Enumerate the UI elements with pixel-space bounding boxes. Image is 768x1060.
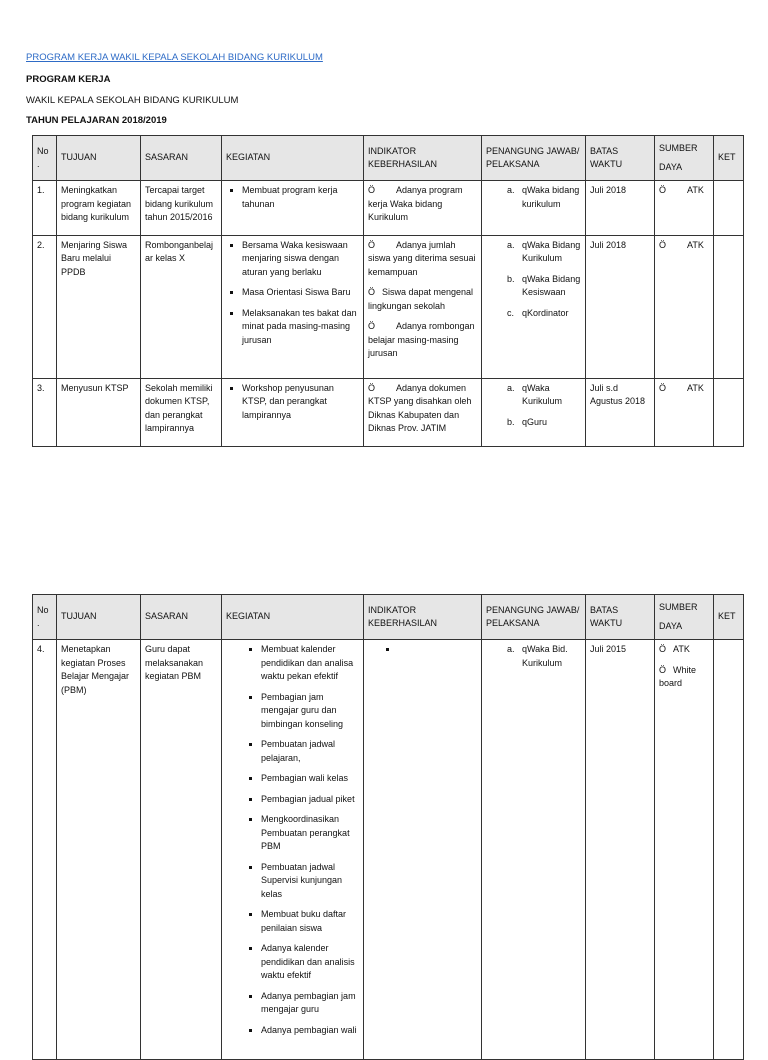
heading-program-kerja: PROGRAM KERJA — [26, 74, 111, 85]
program-table-2 — [32, 594, 744, 1060]
cell-no: 3. — [33, 378, 57, 446]
list-item: a. qWaka Bid. Kurikulum — [507, 644, 568, 668]
cell-sasaran: Sekolah memiliki dokumen KTSP, dan perangkat lampirannya — [141, 378, 222, 446]
header-sumber-daya: SUMBER DAYA — [655, 136, 714, 181]
header-no: No . — [33, 136, 57, 181]
list-item: b. qGuru — [507, 416, 548, 427]
list-item: Bersama Waka kesiswaan menjaring siswa dengan aturan yang berlaku — [242, 239, 359, 280]
cell-kegiatan — [222, 235, 364, 378]
cell-sasaran: Guru dapat melaksanakan kegiatan PBM — [141, 640, 222, 1060]
header-tujuan: TUJUAN — [57, 595, 141, 640]
list-item: Pembagian jadual piket — [261, 793, 359, 807]
header-tujuan: TUJUAN — [57, 136, 141, 181]
list-item: Pembagian wali kelas — [261, 772, 359, 786]
list-item: Membuat buku daftar penilaian siswa — [261, 908, 359, 935]
header-sasaran: SASARAN — [141, 595, 222, 640]
header-batas-waktu: BATAS WAKTU — [586, 136, 655, 181]
list-item: Ö Adanya program kerja Waka bidang Kurikulum — [368, 185, 463, 222]
list-item: Melaksanakan tes bakat dan minat pada masing-masing jurusan — [242, 307, 359, 348]
list-item: Ö ATK — [659, 239, 704, 250]
cell-indikator — [364, 640, 482, 1060]
header-kegiatan: KEGIATAN — [222, 136, 364, 181]
empty-bullet — [368, 643, 477, 657]
program-table-1 — [32, 135, 744, 447]
header-indikator: INDIKATOR KEBERHASILAN — [364, 595, 482, 640]
list-item: Ö White board — [659, 664, 697, 688]
list-item: Adanya pembagian wali — [261, 1024, 359, 1038]
table-header-row — [33, 595, 744, 640]
list-item: Adanya pembagian jam mengajar guru — [261, 990, 359, 1017]
cell-tujuan: Menyusun KTSP — [57, 378, 141, 446]
header-ket: KET — [714, 136, 744, 181]
header-batas-waktu: BATAS WAKTU — [586, 595, 655, 640]
header-sasaran: SASARAN — [141, 136, 222, 181]
header-sumber-daya: SUMBER DAYA — [655, 595, 714, 640]
list-item: Membuat kalender pendidikan dan analisa waktu pekan efektif — [261, 643, 359, 684]
heading-tahun-pelajaran: TAHUN PELAJARAN 2018/2019 — [26, 115, 167, 126]
table-header-row — [33, 136, 744, 181]
cell-ket — [714, 181, 744, 236]
cell-tujuan: Menetapkan kegiatan Proses Belajar Mengajar (PBM) — [57, 640, 141, 1060]
cell-ket — [714, 235, 744, 378]
list-item: Adanya kalender pendidikan dan analisis waktu efektif — [261, 942, 359, 983]
list-item: Ö Siswa dapat mengenal lingkungan sekolah — [368, 287, 474, 311]
cell-penanggung — [482, 235, 586, 378]
cell-indikator — [364, 235, 482, 378]
cell-penanggung — [482, 378, 586, 446]
cell-indikator — [364, 181, 482, 236]
list-item: a. qWaka bidang kurikulum — [507, 185, 580, 209]
cell-kegiatan — [222, 378, 364, 446]
list-item: Pembuatan jadwal Supervisi kunjungan kelas — [261, 861, 359, 902]
list-item: Pembagian jam mengajar guru dan bimbingan konseling — [261, 691, 359, 732]
cell-no: 1. — [33, 181, 57, 236]
cell-sumber-daya — [655, 378, 714, 446]
cell-no: 2. — [33, 235, 57, 378]
list-item: Ö Adanya dokumen KTSP yang disahkan oleh Diknas Kabupaten dan Diknas Prov. JATIM — [368, 382, 472, 433]
cell-sasaran: Rombonganbelajar kelas X — [141, 235, 222, 378]
header-penanggung: PENANGUNG JAWAB/ PELAKSANA — [482, 595, 586, 640]
cell-ket — [714, 640, 744, 1060]
cell-sasaran: Tercapai target bidang kurikulum tahun 2015/2016 — [141, 181, 222, 236]
list-item: Ö ATK — [659, 644, 690, 654]
heading-wakil-kepala: WAKIL KEPALA SEKOLAH BIDANG KURIKULUM — [26, 95, 239, 106]
header-kegiatan: KEGIATAN — [222, 595, 364, 640]
cell-penanggung — [482, 640, 586, 1060]
list-item: Membuat program kerja tahunan — [242, 184, 359, 211]
cell-no: 4. — [33, 640, 57, 1060]
cell-kegiatan — [222, 181, 364, 236]
table-row — [33, 378, 744, 446]
cell-indikator — [364, 378, 482, 446]
list-item: Ö ATK — [659, 185, 704, 195]
list-item: Workshop penyusunan KTSP, dan perangkat lampirannya — [242, 382, 359, 423]
list-item: b. qWaka Bidang Kesiswaan — [507, 273, 581, 297]
cell-batas-waktu: Juli s.d Agustus 2018 — [586, 378, 655, 446]
table-row — [33, 181, 744, 236]
cell-tujuan: Meningkatkan program kegiatan bidang kurikulum — [57, 181, 141, 236]
cell-batas-waktu: Juli 2015 — [586, 640, 655, 1060]
cell-sumber-daya — [655, 640, 714, 1060]
list-item: Pembuatan jadwal pelajaran, — [261, 738, 359, 765]
cell-batas-waktu: Juli 2018 — [586, 235, 655, 378]
table-row — [33, 235, 744, 378]
list-item: a. qWaka Bidang Kurikulum — [507, 239, 581, 263]
header-no: No . — [33, 595, 57, 640]
header-indikator: INDIKATOR KEBERHASILAN — [364, 136, 482, 181]
header-ket: KET — [714, 595, 744, 640]
cell-batas-waktu: Juli 2018 — [586, 181, 655, 236]
cell-penanggung — [482, 181, 586, 236]
list-item: Ö ATK — [659, 382, 704, 393]
cell-ket — [714, 378, 744, 446]
list-item: Ö Adanya rombongan belajar masing-masing jurusan — [368, 321, 475, 358]
list-item: Mengkoordinasikan Pembuatan perangkat PBM — [261, 813, 359, 854]
cell-tujuan: Menjaring Siswa Baru melalui PPDB — [57, 235, 141, 378]
list-item: c. qKordinator — [507, 307, 569, 318]
cell-sumber-daya — [655, 181, 714, 236]
list-item: Masa Orientasi Siswa Baru — [242, 286, 359, 300]
header-penanggung: PENANGUNG JAWAB/ PELAKSANA — [482, 136, 586, 181]
cell-sumber-daya — [655, 235, 714, 378]
list-item: Ö Adanya jumlah siswa yang diterima sesuai kemampuan — [368, 239, 476, 277]
cell-kegiatan — [222, 640, 364, 1060]
table-row — [33, 640, 744, 1060]
list-item: a. qWaka Kurikulum — [507, 382, 563, 406]
document-title-link[interactable]: PROGRAM KERJA WAKIL KEPALA SEKOLAH BIDANG KURIKULUM — [26, 52, 323, 63]
